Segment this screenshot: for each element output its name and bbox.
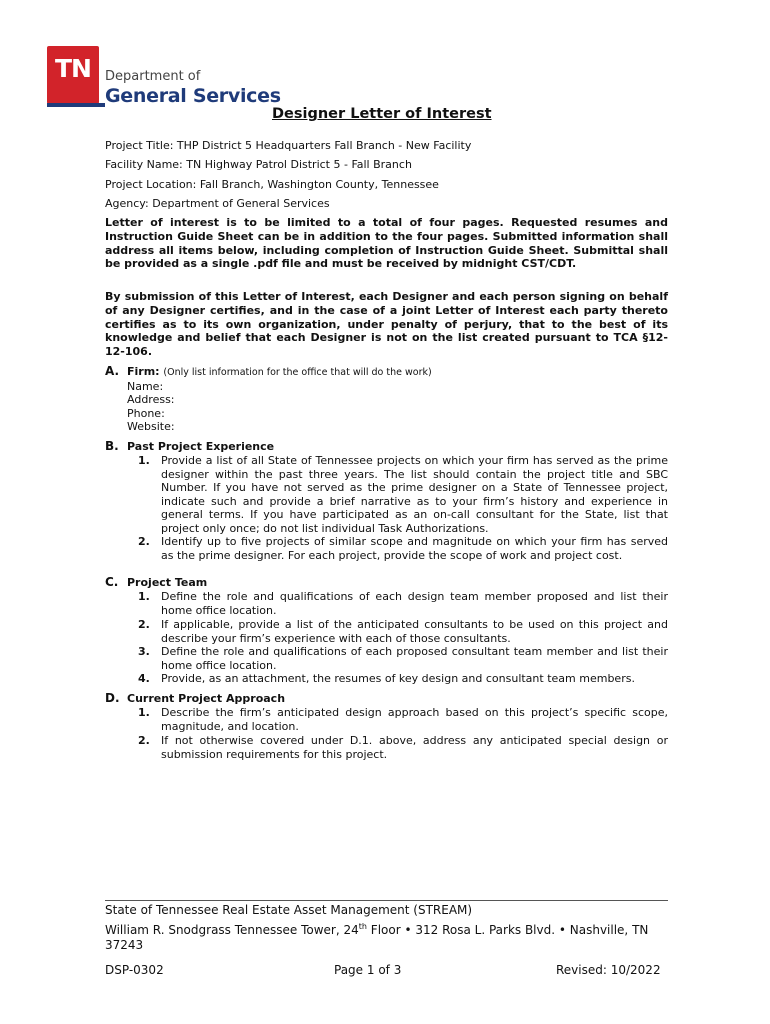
document-title: Designer Letter of Interest [272,106,492,122]
section-c-heading: Project Team [127,576,208,589]
section-b-letter: B. [105,439,119,453]
section-b-heading: Past Project Experience [127,440,275,453]
item-text: If not otherwise covered under D.1. above, address any anticipated special design or submission requirements for this project. [161,734,668,761]
item-number: 1. [138,590,150,603]
submission-limits-paragraph: Letter of interest is to be limited to a total of four pages. Requested resumes and Instruction Guide Sheet can be in addition to the four pages. Submitted information shall address all items below, including completion of Instruction Guide Sheet. Submittal shall be provided as a single .pdf file and must be received by midnight CST/CDT. [105,216,668,271]
section-a-note: (Only list information for the office that will do the work) [163,367,432,378]
footer-address-block [105,903,668,954]
tn-dgs-logo [47,46,281,108]
footer-divider [105,900,668,901]
firm-address-label: Address: [127,393,175,407]
section-a-heading [127,365,432,378]
firm-phone-label: Phone: [127,406,165,420]
footer-address-part: William R. Snodgrass Tennessee Tower, 24 [105,922,359,937]
footer-org: State of Tennessee Real Estate Asset Management (STREAM) [105,903,473,917]
project-title: Project Title: THP District 5 Headquarters Fall Branch - New Facility [105,139,472,152]
item-number: 3. [138,645,150,658]
firm-name-label: Name: [127,380,164,393]
logo-underline [47,103,105,107]
list-item [138,454,668,536]
section-c-letter: C. [105,575,119,589]
footer-address-sup: th [358,921,367,931]
list-item [138,645,668,672]
list-item [138,535,668,562]
logo-department: Department of [105,69,201,84]
item-text: Describe the firm’s anticipated design approach based on this project’s specific scope, magnitude, and location. [161,706,668,733]
facility-name: Facility Name: TN Highway Patrol District 5 - Fall Branch [105,158,412,171]
list-item [138,706,668,733]
item-number: 2. [138,535,150,548]
firm-fields [127,380,175,434]
revision-date: Revised: 10/2022 [556,963,661,977]
section-d-letter: D. [105,691,120,705]
agency: Agency: Department of General Services [105,197,330,210]
list-item [138,590,668,617]
firm-website-label: Website: [127,420,175,434]
section-a-letter: A. [105,364,120,378]
list-item [138,672,668,686]
item-number: 1. [138,454,150,467]
item-number: 2. [138,618,150,631]
page-number: Page 1 of 3 [334,963,402,977]
item-number: 1. [138,706,150,719]
section-d-heading: Current Project Approach [127,692,286,705]
item-number: 4. [138,672,150,685]
logo-general-services: General Services [105,85,281,107]
item-text: Provide, as an attachment, the resumes of key design and consultant team members. [161,672,635,685]
footer-address-part: Floor • 312 Rosa L. Parks Blvd. • Nashville, TN 37243 [105,922,649,952]
tn-logo-mark [47,46,99,104]
section-a-title: Firm: [127,365,160,378]
list-item [138,618,668,645]
item-text: Define the role and qualifications of each proposed consultant team member and list their home office location. [161,645,668,672]
list-item [138,734,668,761]
item-text: Identify up to five projects of similar scope and magnitude on which your firm has served as the prime designer. For each project, provide the scope of work and project cost. [161,535,668,562]
certification-paragraph: By submission of this Letter of Interest, each Designer and each person signing on behalf of any Designer certifies, and in the case of a joint Letter of Interest each party thereto certifies as to its own organization, under penalty of perjury, that to the best of its knowledge and belief that each Designer is not on the list created pursuant to TCA §12-12-106. [105,290,668,359]
item-text: If applicable, provide a list of the anticipated consultants to be used on this project and describe your firm’s experience with each of those consultants. [161,618,668,645]
document-id: DSP-0302 [105,963,164,977]
tn-logo-text: TN [55,54,91,83]
item-text: Provide a list of all State of Tennessee projects on which your firm has served as the prime designer within the past three years. The list should contain the project title and SBC Number. If you have not served as the prime designer on a State of Tennessee project, indicate such and provide a brief narrative as to your firm’s history and experience in general terms. If you have participated as an on-call consultant for the State, list that project only once; do not list individual Task Authorizations. [161,454,668,535]
item-number: 2. [138,734,150,747]
item-text: Define the role and qualifications of each design team member proposed and list their home office location. [161,590,668,617]
project-location: Project Location: Fall Branch, Washington County, Tennessee [105,178,439,191]
footer-address [105,919,668,954]
